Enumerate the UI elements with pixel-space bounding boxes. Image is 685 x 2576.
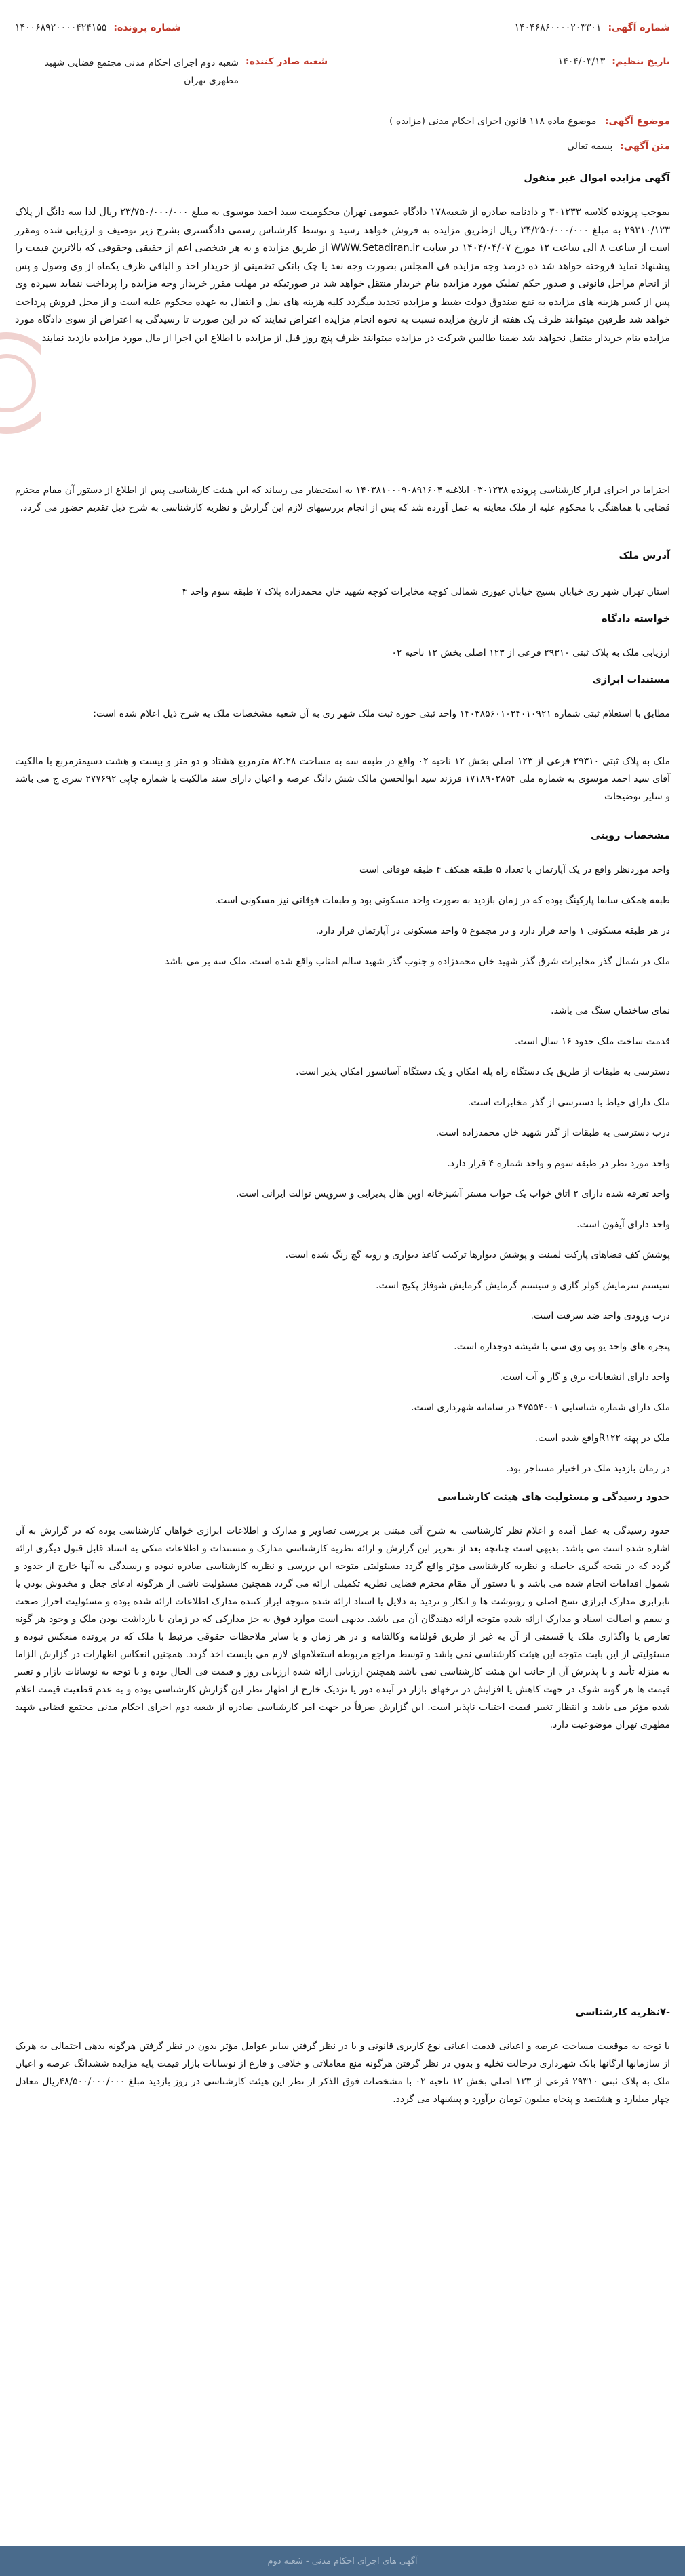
docs-heading: مستندات ابرازی bbox=[592, 675, 670, 686]
header-row-2 bbox=[0, 54, 685, 90]
field-item: قدمت ساخت ملک حدود ۱۶ سال است. bbox=[514, 1036, 670, 1047]
field-item: ملک در پهنه R۱۲۲واقع شده است. bbox=[534, 1433, 670, 1444]
field-item: پوشش کف فضاهای پارکت لمینت و پوشش دیوارها ترکیب کاغذ دیواری و رویه گچ رنگ شده است. bbox=[285, 1250, 670, 1261]
ad-number-label: شماره آگهی: bbox=[608, 22, 670, 33]
report-intro: احتراما در اجرای قرار کارشناسی پرونده ۰۳۰۱۲۳۸ ابلاغیه ۱۴۰۳۸۱۰۰۰۹۰۸۹۱۶۰۴ به استحضار می رساند که این هیئت کارشناسی پس از اطلاع از دستور آن مقام محترم قضایی با هماهنگی با محکوم علیه از ملک معاینه به عمل آورده شد که پس از انجام بررسیهای لازم این گزارش و نظریه کارشناسی به شرح ذیل تقدیم حضور می گردد. bbox=[15, 485, 670, 513]
field-item: ملک در شمال گذر مخابرات شرق گذر شهید خان محمدزاده و جنوب گذر شهید سالم امناب واقع شده است. ملک سه بر می باشد bbox=[165, 956, 670, 967]
field-item: طبقه همکف سابقا پارکینگ بوده که در زمان بازدید به صورت واحد مسکونی بود و طبقات فوقانی نیز مسکونی است. bbox=[214, 895, 670, 906]
field-item: واحد دارای آیفون است. bbox=[576, 1219, 670, 1230]
limits-text: حدود رسیدگی به عمل آمده و اعلام نظر کارشناسی به شرح آتی مبتنی بر بررسی تصاویر و مدارک و اطلاعات ابرازی خواهان کارشناسی بوده که در گزارش به آن اشاره شده است می باشد. بدیهی است چنانچه بعد از تحریر این گزارش و ارائه نظریه کارشناسی مدارک و مستندات و اطلاعات متکی به اسناد قابل قبول دیگری ارائه گردد که در نتیجه گیری حاصله و نظریه کارشناسی مؤثر واقع گردد مسئولیتی متوجه این بررسی و نظریه کارشناسی صادره نبوده و رسیدگی به آنها خارج از حدود و شمول اقدامات انجام شده می باشد و با دستور آن مقام محترم قضایی نظریه تکمیلی ارائه می گردد همچنین مسئولیت ناشی از هرگونه ادعای جعل و مخدوش بودن یا نابرابری مدارک ابرازی نسخ اصلی و رونوشت ها و انکار و تردید به دلایل یا اسناد ارائه شده متوجه ابراز کننده مدارک اطلاعات ارائه شده بوده و مسئولیت احراز صحت و سقم و اصالت اسناد و مدارک ارائه شده متوجه ارائه دهندگان آن می باشد. بدیهی است موارد فوق به جز مدارکی که در زمان یا بازداشت بودن ملک و وجود هر گونه تعارض یا واگذاری ملک یا قسمتی از آن به غیر از طریق قولنامه وکالتنامه و در هر زمان و یا سایر ملاحظات حقوقی مرتبط با ملک که در پرونده منعکس نبوده و مسئولیتی از این بابت متوجه این هیئت کارشناسی نمی باشد و توسط مراجع مربوطه استعلامهای لازم می بایست اخذ گردد. همچنین انعکاس اظهارات در گزارش الزاما به منزله تأیید و یا پذیرش آن از جانب این هیئت کارشناسی نمی باشد همچنین ارزیابی ارائه شده ارزیابی روز و قیمت فی الحال بوده و با توجه به نوسانات بازار و تغییر قیمت ها هر گونه شوک در جهت کاهش یا افزایش در نرخهای بازار در آینده دور یا نزدیک خارج از اظهار نظر این گزارش کارشناسی بوده و به عدم قطعیت قیمت اعلام شده مؤثر می باشد و انتظار تغییر قیمت اجتناب ناپذیر است. این گزارش صرفاً در جهت امر کارشناسی صادره از شعبه دوم اجرای احکام مدنی مجتمع قضایی شهید مطهری تهران موضوعیت دارد. bbox=[15, 1526, 670, 1730]
letter-number-value: ۱۴۰۰۶۸۹۲۰۰۰۰۴۲۴۱۵۵ bbox=[15, 22, 107, 33]
plate-text: ملک به پلاک ثبتی ۲۹۳۱۰ فرعی از ۱۲۳ اصلی بخش ۱۲ ناحیه ۰۲ واقع در طبقه سه به مساحت ۸۲.۲۸ مترمربع هشتاد و دو متر و بیست و هشت دسیمترمربع با مالکیت آقای سید احمد موسوی به شماره ملی ۱۷۱۸۹۰۲۸۵۴ فرزند سید ابوالحسن مالک شش دانگ عرصه و اعیان دارای سند مالکیت با شماره چاپی ۲۷۷۶۹۲ سری ج می باشد و سایر توضیحات bbox=[15, 756, 670, 802]
request-text: ارزیابی ملک به پلاک ثبتی ۲۹۳۱۰ فرعی از ۱۲۳ اصلی بخش ۱۲ ناحیه ۰۲ bbox=[391, 648, 670, 658]
notice-text-line bbox=[567, 141, 670, 152]
subject-line bbox=[15, 114, 670, 129]
field-item: واحد مورد نظر در طبقه سوم و واحد شماره ۴ قرار دارد. bbox=[447, 1158, 670, 1169]
request-heading: خواسته دادگاه bbox=[602, 614, 670, 625]
field-item: درب ورودی واحد ضد سرقت است. bbox=[530, 1311, 670, 1322]
field-item: درب دسترسی به طبقات از گذر شهید خان محمدزاده است. bbox=[435, 1128, 670, 1138]
field-item: واحد تعرفه شده دارای ۲ اتاق خواب یک خواب مستر آشپزخانه اوپن هال پذیرایی و سرویس توالت ایرانی است. bbox=[236, 1189, 670, 1200]
issuer-label: شعبه صادر کننده: bbox=[246, 56, 328, 67]
address-text: استان تهران شهر ری خیابان بسیج خیابان غیوری شمالی کوچه مخابرات کوچه شهید خان محمدزاده پلاک ۷ طبقه سوم واحد ۴ bbox=[182, 587, 670, 597]
ad-number-cell bbox=[515, 20, 670, 35]
field-item: نمای ساختمان سنگ می باشد. bbox=[551, 1006, 670, 1016]
field-item: واحد موردنظر واقع در یک آپارتمان با تعداد ۵ طبقه همکف ۴ طبقه فوقانی است bbox=[359, 865, 670, 875]
date-value: ۱۴۰۴/۰۳/۱۳ bbox=[557, 56, 606, 67]
letter-number-cell bbox=[15, 20, 181, 35]
main-paragraph: بموجب پرونده کلاسه ۳۰۱۲۳۳ و دادنامه صادره از شعبه۱۷۸ دادگاه عمومی تهران محکومیت سید احمد موسوی به مبلغ ۲۳/۷۵۰/۰۰۰/۰۰۰ ریال لذا سه دانگ از پلاک ۲۹۳۱۰/۱۲۳ به مبلغ ۲۴/۲۵۰/۰۰۰/۰۰۰ ریال ازطریق مزایده به فروش خواهد رسید و توسط کارشناس رسمی دادگستری بشرح زیر توصیف و ارزیابی شده ومقرر است از ساعت ۸ الی ساعت ۱۲ مورخ ۱۴۰۴/۰۴/۰۷ در سایت WWW.Setadiran.ir از طریق مزایده و به هر شخصی اعم از حقیقی وحقوقی که بالاترین قیمت را پیشنهاد نماید فروخته خواهد شد ده درصد وجه مزایده فی المجلس بصورت وجه نقد یا چک بانکی تضمینی از خریدار اخذ و الباقی ظرف یکماه از وی وصول و پس از انجام مراحل قانونی و صدور حکم تملیک مورد مزایده بنام خریدار منتقل خواهد شد در صورتیکه در مهلت مقرر خریدار وجه مزایده را پرداخت ننماید سپرده وی پس از کسر هزینه های مزایده به نفع صندوق دولت ضبط و مزایده تجدید میگردد کلیه هزینه های نقل و انتقال به عهده محکوم علیه است و از محل فروش پرداخت خواهد شد طرفین میتوانند ظرف یک هفته از تاریخ مزایده نسبت به نحوه انجام مزایده اعتراض نمایند که در این صورت تا رسیدگی به اعتراض از سوی دادگاه مورد مزایده بنام خریدار منتقل نخواهد شد ضمنا طالبین شرکت در مزایده میتوانند ظرف پنج روز قبل از مزایده با اطلاع این اجرا از مال مورد مزایده بازدید نمایند bbox=[15, 207, 670, 344]
header-row-1 bbox=[0, 20, 685, 35]
field-item: ملک دارای حیاط با دسترسی از گذر مخابرات است. bbox=[467, 1097, 670, 1108]
field-item: پنجره های واحد یو پی وی سی با شیشه دوجداره است. bbox=[454, 1341, 670, 1352]
field-item: در هر طبقه مسکونی ۱ واحد قرار دارد و در مجموع ۵ واحد مسکونی در آپارتمان قرار دارد. bbox=[315, 926, 670, 936]
issuer-cell bbox=[15, 54, 328, 90]
docs-text: مطابق با استعلام ثبتی شماره ۱۴۰۳۸۵۶۰۱۰۲۴۰۱۰۹۲۱ واحد ثبتی حوزه ثبت ملک شهر ری به آن شعبه مشخصات ملک به شرح ذیل اعلام شده است: bbox=[93, 709, 670, 719]
field-item: سیستم سرمایش کولر گازی و سیستم گرمایش گرمایش شوفاژ پکیج است. bbox=[376, 1280, 670, 1291]
opinion-text: با توجه به موقعیت مساحت عرصه و اعیانی قدمت اعیانی نوع کاربری قانونی و با در نظر گرفتن سایر عوامل مؤثر بدون در نظر گرفتن هرگونه بدهی احتمالی به هریک از سازمانها ارگانها بانک شهرداری درحالت تخلیه و بدون در نظر گرفتن هرگونه منع معاملاتی و خلافی و فارغ از نوسانات بازار قیمت پایه مزایده ششدانگ عرصه و اعیان ملک به پلاک ثبتی ۲۹۳۱۰ فرعی از ۱۲۳ اصلی بخش ۱۲ ناحیه ۰۲ با مشخصات فوق الذکر از نظر این هیئت کارشناسی در روز بازدید مبلغ ۴۸/۵۰۰/۰۰۰/۰۰۰ریال معادل چهار میلیارد و هشتصد و پنجاه میلیون تومان برآورد و پیشنهاد می گردد. bbox=[15, 2041, 670, 2105]
notice-text-value: بسمه تعالی bbox=[567, 141, 613, 152]
footer-text: آگهی های اجرای احکام مدنی - شعبه دوم bbox=[267, 2556, 418, 2567]
address-heading: آدرس ملک bbox=[619, 551, 670, 561]
field-item: واحد دارای انشعابات برق و گاز و آب است. bbox=[499, 1372, 670, 1383]
issuer-value: شعبه دوم اجرای احکام مدنی مجتمع قضایی شهید مطهری تهران bbox=[44, 58, 239, 86]
ad-number-value: ۱۴۰۴۶۸۶۰۰۰۰۲۰۳۳۰۱ bbox=[514, 22, 602, 33]
date-label: تاریخ تنظیم: bbox=[612, 56, 670, 67]
notice-text-label: متن آگهی: bbox=[620, 141, 670, 152]
field-item: دسترسی به طبقات از طریق یک دستگاه راه پله امکان و یک دستگاه آسانسور امکان پذیر است. bbox=[296, 1067, 670, 1077]
notice-title: آگهی مزایده اموال غیر منقول bbox=[524, 173, 670, 184]
limits-heading: حدود رسیدگی و مسئولیت های هیئت کارشناسی bbox=[437, 1492, 670, 1503]
field-item: در زمان بازدید ملک در اختیار مستاجر بود. bbox=[506, 1463, 670, 1474]
letter-number-label: شماره پرونده: bbox=[113, 22, 181, 33]
field-heading: مشخصات رویتی bbox=[591, 831, 670, 841]
date-cell bbox=[558, 54, 670, 90]
subject-label: موضوع آگهی: bbox=[604, 116, 670, 127]
opinion-heading: -۷نظریه کارشناسی bbox=[575, 2007, 670, 2018]
field-item: ملک دارای شماره شناسایی ۴۷۵۵۴۰۰۱ در سامانه شهرداری است. bbox=[411, 1402, 670, 1413]
subject-value: موضوع ماده ۱۱۸ قانون اجرای احکام مدنی (مزایده ) bbox=[389, 116, 597, 127]
